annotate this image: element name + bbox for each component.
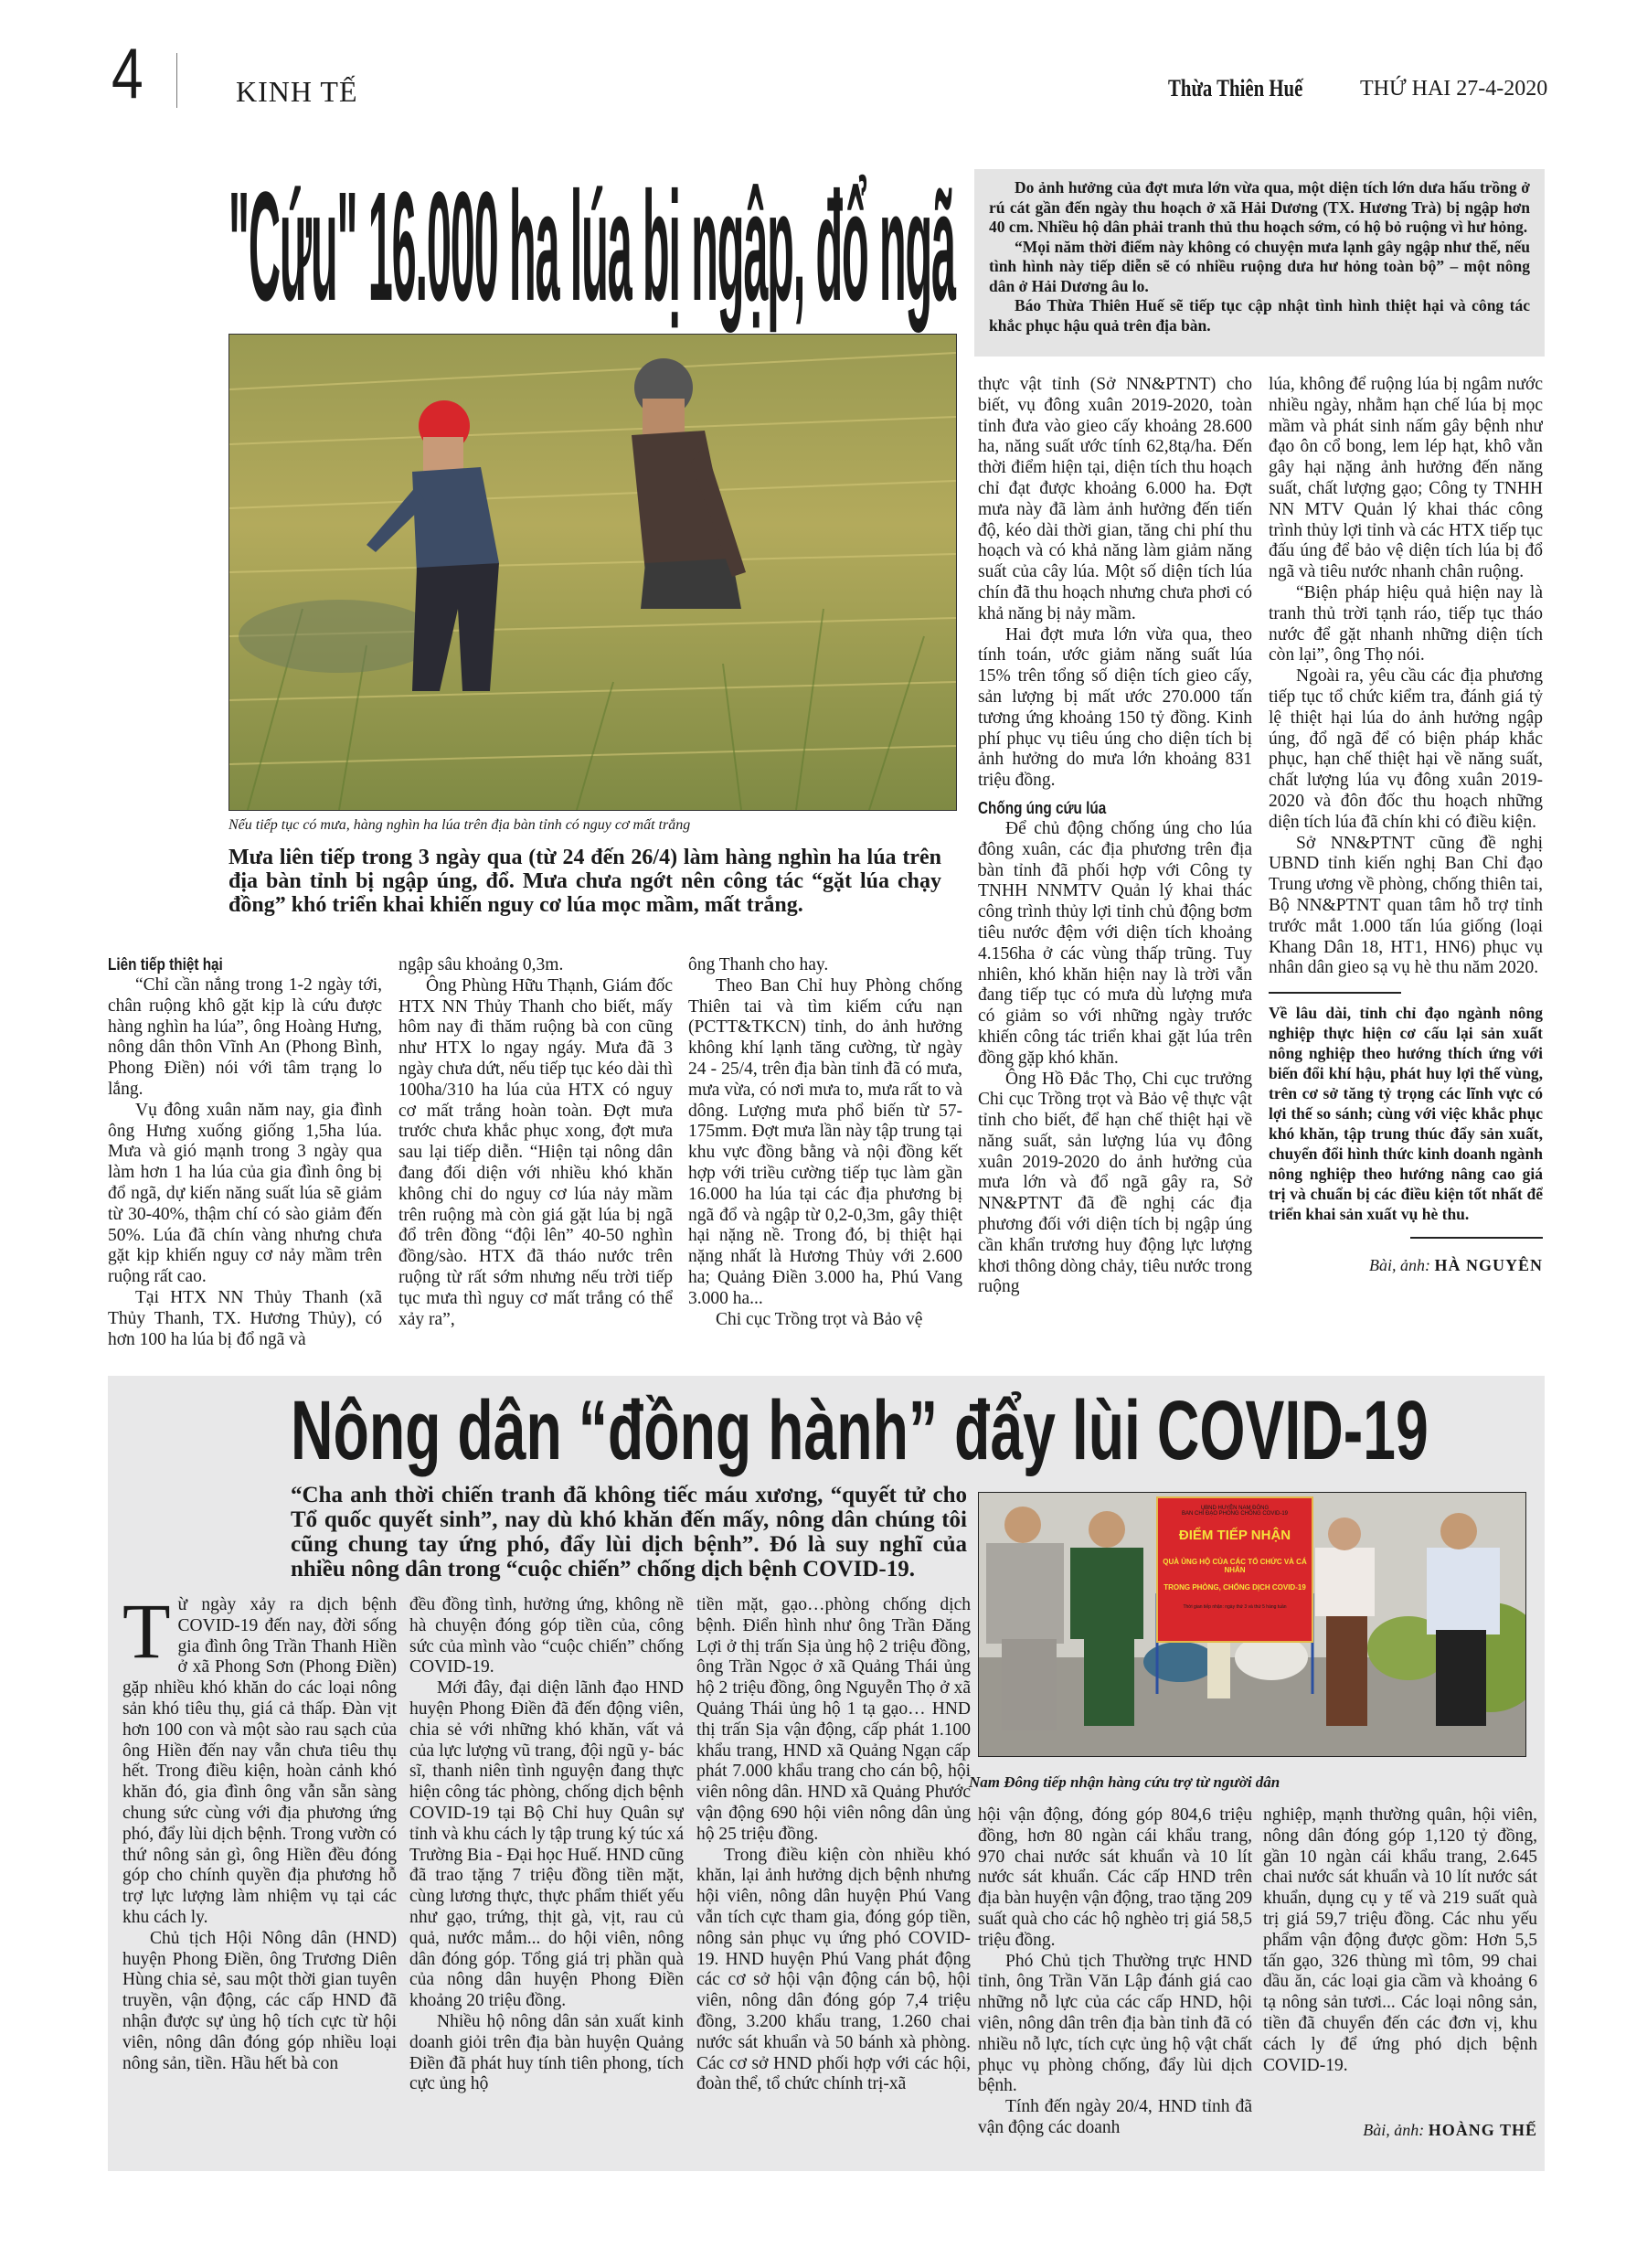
body-paragraph: lúa, không để ruộng lúa bị ngâm nước nhiều ngày, nhằm hạn chế lúa bị mọc mầm và phát sinh nấm gây bệnh như đạo ôn cổ bong, lem lép hạt, khô vằn gây hại nặng ảnh hưởng đến năng suất, chất lượng gạo; Công ty TNHH NN MTV Quản lý khai thác công trình thủy lợi tỉnh và các HTX tiếp tục đấu úng để bảo vệ diện tích lúa bị đổ ngã và tiêu nước nhanh chân ruộng. <box>1269 375 1543 582</box>
article2-lead: “Cha anh thời chiến tranh đã không tiếc máu xương, “quyết tử cho Tổ quốc quyết sinh”, nay dù khó khăn đến mấy, nông dân chúng tôi cũng chung tay ứng phó, đẩy lùi dịch bệnh”. Đó là suy nghĩ của nhiều nông dân trong “cuộc chiến” chống dịch bệnh COVID-19. <box>291 1483 967 1581</box>
subheading-lien-tiep-thiet-hai: Liên tiếp thiệt hại <box>108 955 223 974</box>
body-paragraph: Chi cục Trồng trọt và Bảo vệ <box>716 1309 923 1329</box>
body-paragraph: “Chỉ cần nắng trong 1-2 ngày tới, chân ruộng khô gặt kịp là cứu được hàng nghìn ha lúa”, ông Hoàng Hưng, nông dân thôn Vĩnh An (Phong Bình, Phong Điền) nói với tâm trạng lo lắng. <box>108 975 382 1099</box>
page-number: 4 <box>112 33 143 113</box>
article1-column-2 <box>398 955 673 1358</box>
body-paragraph: Để chủ động chống úng cho lúa đông xuân, các địa phương trên địa bàn tỉnh đã phối hợp với Công ty TNHH NNMTV Quản lý khai thác công trình thủy lợi tỉnh chủ động bơm tiêu nước đệm với diện tích khoảng 4.156ha ở các vùng thấp trũng. Tuy nhiên, khó khăn hiện nay là trời vẫn đang tiếp tục có mưa dù lượng mưa có giảm so với những ngày trước khiến công tác triển khai gặt lúa trên đồng gặp khó khăn. <box>978 818 1252 1068</box>
article2-column-5 <box>1263 1805 1537 2144</box>
sign-line: BAN CHỈ ĐẠO PHÒNG CHỐNG COVID-19 <box>1181 1511 1288 1517</box>
body-paragraph: tiền mặt, gạo…phòng chống dịch bệnh. Điển hình như ông Trần Đăng Lợi ở thị trấn Sịa ủng hộ 2 triệu đồng, ông Trần Ngọc ở xã Quảng Thái ủng hộ 2 triệu đồng, ông Nguyễn Thọ ở xã Quảng Thái ủng hộ 1 tạ gạo… HND thị trấn Sịa vận động, cấp phát 1.100 khẩu trang, HND xã Quảng Ngạn cấp phát 7.000 khẩu trang cho cán bộ, hội viên nông dân. HND xã Quảng Phước vận động 690 hội viên nông dân ủng hộ 25 triệu đồng. <box>696 1595 971 1844</box>
body-text: ừ ngày xảy ra dịch bệnh COVID-19 đến nay, đời sống gia đình ông Trần Thanh Hiền ở xã Phong Sơn (Phong Điền) gặp nhiều khó khăn do các loại nông sản khó tiêu thụ, giá cả thấp. Đàn vịt hơn 100 con và một sào rau sạch của ông Hiền đến nay vẫn chưa tiêu thụ hết. Trong điều kiện, hoàn cảnh khó khăn đó, gia đình ông vẫn sẵn sàng chung sức cùng với địa phương ứng phó, đẩy lùi dịch bệnh. Trong vườn có thứ nông sản gì, ông Hiền đều đóng góp cho chính quyền địa phương hỗ trợ lực lượng làm nhiệm vụ tại các khu cách ly. <box>122 1595 397 1927</box>
body-paragraph: Tính đến ngày 20/4, HND tỉnh đã vận động các doanh <box>978 2097 1252 2137</box>
article1-sidebar-box <box>974 169 1545 357</box>
article1-headline: "Cứu" 16.000 ha lúa bị ngập, đổ ngã <box>228 160 955 334</box>
newspaper-masthead: Thừa Thiên Huế <box>1168 75 1303 101</box>
body-paragraph: Ngoài ra, yêu cầu các địa phương tiếp tục tổ chức kiểm tra, đánh giá tỷ lệ thiệt hại lúa do ảnh hưởng ngập úng, đổ ngã để có biện pháp khắc phục, hạn chế thiệt hại về năng suất, chất lượng lúa vụ đông xuân 2019-2020 và đôn đốc thu hoạch những diện tích lúa đã chín khi có điều kiện. <box>1269 666 1543 832</box>
section-name: KINH TẾ <box>236 75 358 108</box>
byline-author: HOÀNG THẾ <box>1428 2121 1537 2139</box>
body-paragraph: Trong điều kiện còn nhiều khó khăn, lại ảnh hưởng dịch bệnh nhưng hội viên, nông dân huyện Phú Vang vẫn tích cực tham gia, đóng góp tiền, nông sản phục vụ ứng phó COVID-19. HND huyện Phú Vang phát động các cơ sở hội vận động cán bộ, hội viên, nông dân đóng góp 7,4 triệu đồng, 3.200 khẩu trang, 1.260 chai nước sát khuẩn và 50 bánh xà phòng. Các cơ sở HND phối hợp với các hội, đoàn thể, tổ chức chính trị-xã <box>696 1845 971 2094</box>
sign-line: Thời gian tiếp nhận: ngày thứ 3 và thứ 5 hàng tuần <box>1183 1604 1287 1610</box>
byline-label: Bài, ảnh: <box>1368 1256 1430 1275</box>
divider-rule <box>1269 992 1401 994</box>
article1-photo-caption: Nếu tiếp tục có mưa, hàng nghìn ha lúa trên địa bàn tỉnh có nguy cơ mất trắng <box>228 817 691 833</box>
article1-photo-flooded-rice <box>228 334 957 811</box>
sidebar-paragraph: Do ảnh hưởng của đợt mưa lớn vừa qua, một diện tích lớn dưa hấu trồng ở rú cát gần đến ngày thu hoạch ở xã Hải Dương (TX. Hương Trà) bị ngập hơn 40 cm. Nhiều hộ dân phải tranh thủ thu hoạch sớm, có hộ bỏ ruộng vì hư hỏng. <box>989 178 1530 236</box>
article2-photo-caption: Nam Đông tiếp nhận hàng cứu trợ từ người dân <box>969 1773 1280 1791</box>
body-paragraph <box>122 1595 397 1929</box>
article1-column-3 <box>688 955 962 1358</box>
body-paragraph: Phó Chủ tịch Thường trực HND tỉnh, ông Trần Văn Lập đánh giá cao những nỗ lực của các cấp HND, hội viên, nông dân trên địa bàn tỉnh đã có nhiều nỗ lực, tích cực ủng hộ vật chất phục vụ phòng chống, đẩy lùi dịch bệnh. <box>978 1951 1252 2096</box>
body-paragraph: Nhiều hộ nông dân sản xuất kinh doanh giỏi trên địa bàn huyện Quảng Điền đã phát huy tính tiên phong, tích cực ủng hộ <box>409 2011 684 2094</box>
issue-date: THỨ HAI 27-4-2020 <box>1360 77 1548 101</box>
article1-conclusion-box: Về lâu dài, tỉnh chỉ đạo ngành nông nghiệp thực hiện cơ cấu lại sản xuất nông nghiệp theo hướng thích ứng với biến đổi khí hậu, phát huy lợi thế vùng, trên cơ sở tăng tỷ trọng các lĩnh vực có lợi thế so sánh; cùng với việc khắc phục khó khăn, tập trung thúc đẩy sản xuất, chuyển đổi hình thức kinh doanh ngành nông nghiệp theo hướng nâng cao giá trị và chuẩn bị các điều kiện tốt nhất để triển khai sản xuất vụ hè thu. <box>1269 1004 1543 1224</box>
article2-column-1 <box>122 1595 397 2144</box>
drop-cap: T <box>122 1595 171 1675</box>
body-paragraph: ông Thanh cho hay. <box>688 955 829 974</box>
body-paragraph: thực vật tỉnh (Sở NN&PTNT) cho biết, vụ đông xuân 2019-2020, toàn tỉnh đưa vào gieo cấy khoảng 28.600 ha, năng suất ước tính 62,8tạ/ha. Đến thời điểm hiện tại, diện tích thu hoạch chỉ đạt được khoảng 6.000 ha. Đợt mưa này đã làm ảnh hưởng đến tiến độ, kéo dài thời gian, tăng chi phí thu hoạch và có khả năng làm giảm năng suất của cây lúa. Một số diện tích lúa chín đã thu hoạch nhưng chưa phơi có khả năng bị nảy mầm. <box>978 375 1252 623</box>
body-paragraph: hội vận động, đóng góp 804,6 triệu đồng, hơn 80 ngàn cái khẩu trang, 970 chai nước sát khuẩn và 10 lít nước sát khuẩn. Các cấp HND trên địa bàn huyện vận động, trao tặng 209 suất quà cho các hộ nghèo trị giá 58,5 triệu đồng. <box>978 1805 1252 1950</box>
body-paragraph: Chủ tịch Hội Nông dân (HND) huyện Phong Điền, ông Trương Diên Hùng chia sẻ, sau một thời gian tuyên truyền, vận động, các cấp HND đã nhận được sự ủng hộ tích cực từ hội viên, nông dân đóng góp nhiều loại nông sản, tiền. Hầu hết bà con <box>122 1928 397 2073</box>
sign-line: TRONG PHÒNG, CHỐNG DỊCH COVID-19 <box>1164 1583 1306 1592</box>
byline-label: Bài, ảnh: <box>1363 2121 1425 2139</box>
byline-author: HÀ NGUYÊN <box>1434 1256 1543 1275</box>
body-paragraph: Ông Hồ Đắc Thọ, Chi cục trưởng Chi cục Trồng trọt và Bảo vệ thực vật tỉnh cho biết, để hạn chế thiệt hại về năng suất, sản lượng lúa vụ đông xuân 2019-2020 do ảnh hưởng của mưa lớn và đổ ngã gây ra, Sở NN&PTNT đã đề nghị các địa phương đối với diện tích bị ngập úng cần khẩn trương huy động lực lượng khơi thông dòng chảy, tiêu nước trong ruộng <box>978 1069 1252 1297</box>
sign-line: QUÀ ỦNG HỘ CỦA CÁC TỔ CHỨC VÀ CÁ NHÂN <box>1163 1558 1307 1574</box>
article2-byline <box>1263 2121 1537 2140</box>
body-paragraph: Hai đợt mưa lớn vừa qua, theo tính toán, ước giảm năng suất lúa 15% trên tổng số diện tích gieo cấy, sản lượng bị mất ước 270.000 tấn tương ứng khoảng 150 tỷ đồng. Kinh phí phục vụ tiêu úng cho diện tích bị ảnh hưởng do mưa lớn khoảng 831 triệu đồng. <box>978 624 1252 791</box>
article1-column-5 <box>1269 375 1543 1358</box>
body-paragraph: Tại HTX NN Thủy Thanh (xã Thủy Thanh, TX. Hương Thủy), có hơn 100 ha lúa bị đổ ngã và <box>108 1287 382 1349</box>
divider-rule <box>1410 1237 1543 1239</box>
body-paragraph: “Biện pháp hiệu quả hiện nay là tranh thủ trời tạnh ráo, tiếp tục tháo nước để gặt nhanh những diện tích còn lại”, ông Thọ nói. <box>1269 582 1543 665</box>
sign-heading: ĐIỂM TIẾP NHẬN <box>1178 1528 1291 1543</box>
article1-column-4 <box>978 375 1252 1358</box>
article2-column-3 <box>696 1595 971 2144</box>
sidebar-paragraph: “Mọi năm thời điểm này không có chuyện mưa lạnh gây ngập như thế, nếu tình hình này tiếp diễn sẽ có nhiều ruộng dưa hư hỏng toàn bộ” – một nông dân ở Hải Dương âu lo. <box>989 237 1530 295</box>
article2-photo-relief-point <box>978 1492 1526 1757</box>
body-paragraph: nghiệp, mạnh thường quân, hội viên, nông dân đóng góp 1,120 tỷ đồng, gần 10 ngàn cái khẩu trang, 2.645 chai nước sát khuẩn và 10 lít nước sát khuẩn, dụng cụ y tế và 219 suất quà trị giá 59,7 triệu đồng. Các nhu yếu phẩm vận động được gồm: Hơn 5,5 tấn gạo, 326 thùng mì tôm, 99 chai dầu ăn, các loại gia cầm và khoảng 6 tạ nông sản tươi... Các loại nông sản, tiền đã chuyển đến các đơn vị, khu cách ly để ứng phó dịch bệnh COVID-19. <box>1263 1805 1537 2075</box>
sidebar-paragraph: Báo Thừa Thiên Huế sẽ tiếp tục cập nhật tình hình thiệt hại và công tác khắc phục hậu quả trên địa bàn. <box>989 296 1530 335</box>
subheading-chong-ung-cuu-lua: Chống úng cứu lúa <box>978 798 1107 817</box>
header-divider <box>176 53 177 108</box>
article1-column-1 <box>108 953 382 1356</box>
article1-lead: Mưa liên tiếp trong 3 ngày qua (từ 24 đến 26/4) làm hàng nghìn ha lúa trên địa bàn tỉnh bị ngập úng, đổ. Mưa chưa ngớt nên công tác “gặt lúa chạy đồng” khó triển khai khiến nguy cơ lúa mọc mầm, mất trắng. <box>228 846 941 917</box>
body-paragraph: đều đồng tình, hưởng ứng, không nề hà chuyện đóng góp tiền của, công sức của mình vào “cuộc chiến” chống COVID-19. <box>409 1595 684 1677</box>
article2-headline: Nông dân “đồng hành” đẩy lùi COVID-19 <box>291 1384 1429 1477</box>
sign-line: UBND HUYỆN NAM ĐÔNG <box>1200 1506 1270 1511</box>
body-paragraph: ngập sâu khoảng 0,3m. <box>398 955 564 974</box>
relief-point-sign <box>1156 1496 1313 1643</box>
body-paragraph: Ông Phùng Hữu Thạnh, Giám đốc HTX NN Thủy Thanh cho biết, mấy hôm nay đi thăm ruộng bà con cũng như HTX lo ngay ngáy. Mưa đã 3 ngày chưa dứt, nếu tiếp tục kéo dài thì 100ha/310 ha lúa của HTX có nguy cơ mất trắng hoàn toàn. Đợt mưa trước chưa khắc phục xong, đợt mưa sau lại tiếp diễn. “Hiện tại nông dân đang đối diện với nhiều khó khăn không chỉ do nguy cơ lúa nảy mầm trên ruộng mà còn giá gặt lúa bị ngã đổ trên đồng “đội lên” 40-50 nghìn đồng/sào. HTX đã tháo nước trên ruộng từ rất sớm nhưng nếu trời tiếp tục mưa thì nguy cơ mất trắng có thể xảy ra”, <box>398 975 673 1329</box>
article2-column-4 <box>978 1805 1252 2144</box>
body-paragraph: Vụ đông xuân năm nay, gia đình ông Hưng xuống giống 1,5ha lúa. Mưa và gió mạnh trong 3 ngày qua làm hơn 1 ha lúa của gia đình ông bị đổ ngã, dự kiến năng suất lúa sẽ giảm từ 30-40%, thậm chí có sào giảm đến 50%. Lúa đã chín vàng nhưng chưa gặt kịp khiến nguy cơ nảy mầm trên ruộng rất cao. <box>108 1100 382 1287</box>
article1-byline <box>1269 1255 1543 1276</box>
article2-column-2 <box>409 1595 684 2144</box>
body-paragraph: Sở NN&PTNT cũng đề nghị UBND tỉnh kiến nghị Ban Chỉ đạo Trung ương về phòng, chống thiên tai, Bộ NN&PTNT quan tâm hỗ trợ tỉnh trước mắt 1.000 tấn lúa giống (loại Khang Dân 18, HT1, HN6) phục vụ nhân dân gieo sạ vụ hè thu năm 2020. <box>1269 833 1543 978</box>
body-paragraph: Mới đây, đại diện lãnh đạo HND huyện Phong Điền đã đến động viên, chia sẻ với những khó khăn, vất vả của lực lượng vũ trang, đội ngũ y- bác sĩ, thanh niên tình nguyện đang thực hiện công tác phòng, chống dịch bệnh COVID-19 tại Bộ Chỉ huy Quân sự tỉnh và khu cách ly tập trung ký túc xá Trường Bia - Đại học Huế. HND cũng đã trao tặng 7 triệu đồng tiền mặt, cùng lương thực, thực phẩm thiết yếu như gạo, trứng, thịt gà, vịt, rau củ quả, nước mắm... do hội viên, nông dân đóng góp. Tổng giá trị phần quà của nông dân huyện Phong Điền khoảng 20 triệu đồng. <box>409 1678 684 2011</box>
body-paragraph: Theo Ban Chỉ huy Phòng chống Thiên tai và tìm kiếm cứu nạn (PCTT&TKCN) tỉnh, do ảnh hưởng không khí lạnh tăng cường, từ ngày 24 - 25/4, trên địa bàn tỉnh đã có mưa, mưa vừa, có nơi mưa to, mưa rất to và dông. Lượng mưa phổ biến từ 57-175mm. Đợt mưa lần này tập trung tại khu vực đồng bằng và nội đồng kết hợp với triều cường tiếp tục làm gần 16.000 ha lúa tại các địa phương bị ngã đổ và ngập từ 0,2-0,3m, gây thiệt hại nặng nề. Trong đó, bị thiệt hại nặng nhất là Hương Thủy với 2.600 ha; Quảng Điền 3.000 ha, Phú Vang 3.000 ha... <box>688 975 962 1308</box>
